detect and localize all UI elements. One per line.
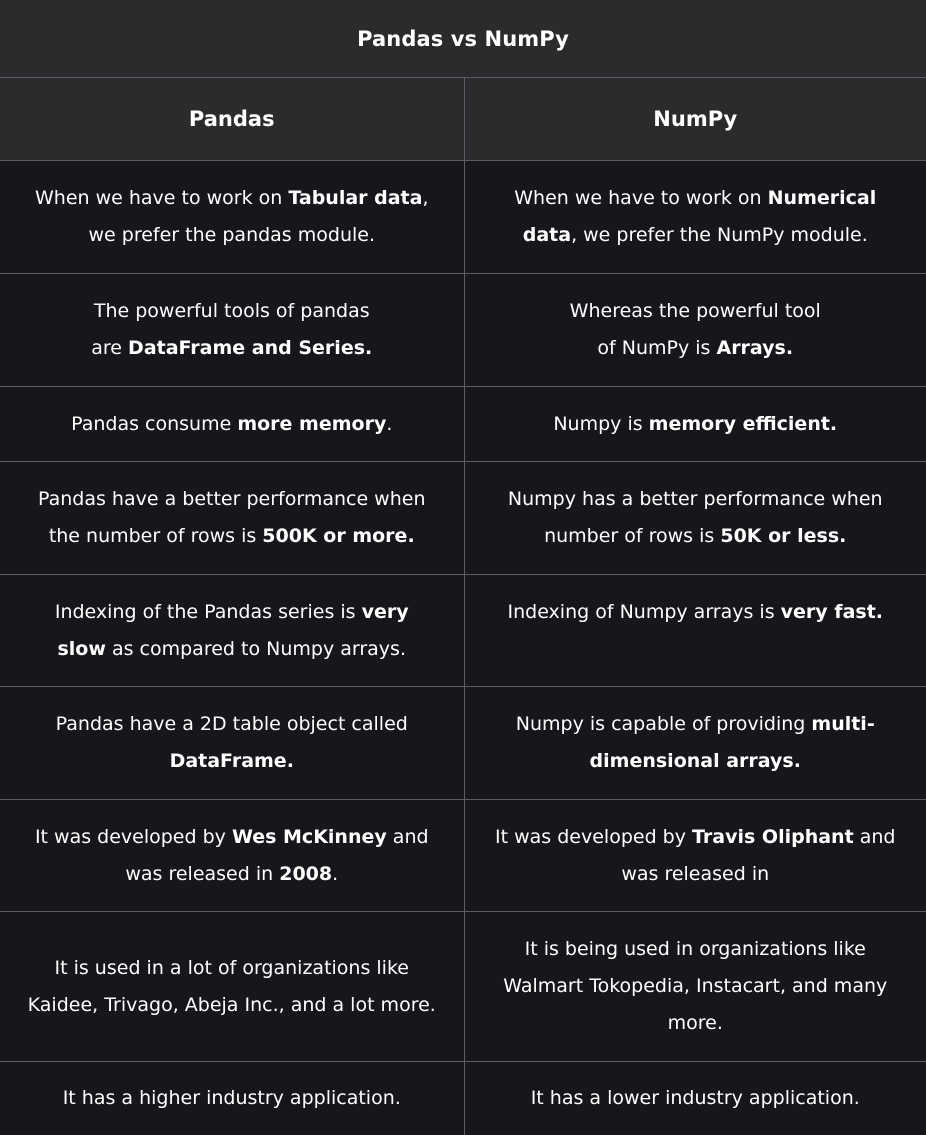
numpy-cell bbox=[464, 687, 926, 800]
table-row bbox=[0, 687, 926, 800]
pandas-cell bbox=[0, 387, 464, 462]
cell-text: was released in bbox=[125, 862, 280, 885]
cell-text: It is used in a lot of organizations like bbox=[54, 956, 409, 979]
cell-text: . bbox=[332, 862, 339, 885]
bold-text: DataFrame and Series. bbox=[128, 337, 373, 359]
table-row bbox=[0, 575, 926, 687]
bold-text: Arrays. bbox=[716, 337, 794, 359]
numpy-cell bbox=[464, 462, 926, 575]
numpy-cell bbox=[464, 912, 926, 1062]
pandas-cell bbox=[0, 800, 464, 912]
bold-text: data bbox=[522, 224, 572, 246]
table-row bbox=[0, 274, 926, 387]
bold-text: Numerical bbox=[767, 187, 877, 209]
cell-text: Numpy is capable of providing bbox=[515, 713, 812, 735]
cell-text: The powerful tools of pandas bbox=[93, 300, 370, 322]
pandas-cell bbox=[0, 575, 464, 687]
bold-text: Travis Oliphant bbox=[692, 825, 854, 848]
cell-text: It was developed by bbox=[34, 825, 232, 848]
numpy-cell bbox=[464, 1062, 926, 1135]
bold-text: Tabular data bbox=[288, 187, 423, 209]
cell-text: Walmart Tokopedia, Instacart, and many bbox=[503, 975, 888, 997]
numpy-cell bbox=[464, 387, 926, 462]
bold-text: Wes McKinney bbox=[231, 825, 387, 848]
bold-text: memory efficient. bbox=[648, 412, 838, 435]
cell-text: Pandas have a better performance when bbox=[38, 488, 426, 510]
cell-text: Indexing of the Pandas series is bbox=[54, 600, 362, 623]
pandas-cell bbox=[0, 462, 464, 575]
cell-text: . bbox=[386, 412, 393, 435]
bold-text: DataFrame. bbox=[169, 750, 294, 772]
numpy-cell bbox=[464, 274, 926, 387]
numpy-cell bbox=[464, 161, 926, 274]
cell-text: Numpy has a better performance when bbox=[507, 488, 883, 510]
cell-text: of NumPy is bbox=[597, 337, 717, 359]
table-row bbox=[0, 161, 926, 274]
cell-text: as compared to Numpy arrays. bbox=[105, 637, 406, 660]
column-header-pandas: Pandas bbox=[0, 78, 464, 161]
bold-text: slow bbox=[57, 637, 106, 660]
bold-text: multi- bbox=[811, 713, 875, 735]
cell-text: Whereas the powerful tool bbox=[569, 300, 821, 322]
title-row bbox=[0, 0, 926, 78]
cell-text: number of rows is bbox=[544, 525, 721, 547]
table-row bbox=[0, 462, 926, 575]
cell-text: When we have to work on bbox=[514, 187, 768, 209]
pandas-cell bbox=[0, 1062, 464, 1135]
cell-text: Pandas have a 2D table object called bbox=[55, 713, 408, 735]
bold-text: more memory bbox=[237, 412, 387, 435]
table-row bbox=[0, 387, 926, 462]
pandas-cell bbox=[0, 274, 464, 387]
cell-text: are bbox=[91, 337, 129, 359]
cell-text: and bbox=[853, 825, 896, 848]
cell-text: It has a lower industry application. bbox=[530, 1086, 860, 1109]
cell-text: Indexing of Numpy arrays is bbox=[507, 601, 781, 623]
cell-text: It has a higher industry application. bbox=[62, 1086, 401, 1109]
cell-text: When we have to work on bbox=[34, 187, 289, 209]
cell-text: the number of rows is bbox=[48, 525, 263, 547]
cell-text: was released in bbox=[621, 862, 770, 885]
cell-text: It was developed by bbox=[495, 825, 693, 848]
table-body bbox=[0, 161, 926, 1135]
bold-text: 50K or less. bbox=[720, 525, 847, 547]
pandas-cell bbox=[0, 912, 464, 1062]
cell-text: Kaidee, Trivago, Abeja Inc., and a lot more. bbox=[27, 993, 436, 1016]
cell-text: , we prefer the NumPy module. bbox=[571, 224, 868, 246]
numpy-cell bbox=[464, 800, 926, 912]
pandas-cell bbox=[0, 687, 464, 800]
table-title: Pandas vs NumPy bbox=[0, 0, 926, 78]
table-row bbox=[0, 1062, 926, 1135]
cell-text: It is being used in organizations like bbox=[524, 938, 866, 960]
pandas-cell bbox=[0, 161, 464, 274]
table-row bbox=[0, 912, 926, 1062]
cell-text: , bbox=[422, 187, 429, 209]
table-row bbox=[0, 800, 926, 912]
cell-text: and bbox=[386, 825, 429, 848]
bold-text: dimensional arrays. bbox=[589, 750, 801, 772]
numpy-cell bbox=[464, 575, 926, 687]
cell-text: we prefer the pandas module. bbox=[88, 224, 375, 246]
bold-text: 500K or more. bbox=[262, 525, 415, 547]
bold-text: very bbox=[361, 600, 409, 623]
cell-text: more. bbox=[667, 1012, 723, 1034]
bold-text: 2008 bbox=[279, 862, 333, 885]
cell-text: Pandas consume bbox=[71, 412, 238, 435]
bold-text: very fast. bbox=[780, 601, 883, 623]
column-header-numpy: NumPy bbox=[464, 78, 926, 161]
cell-text: Numpy is bbox=[553, 412, 649, 435]
header-row bbox=[0, 78, 926, 161]
